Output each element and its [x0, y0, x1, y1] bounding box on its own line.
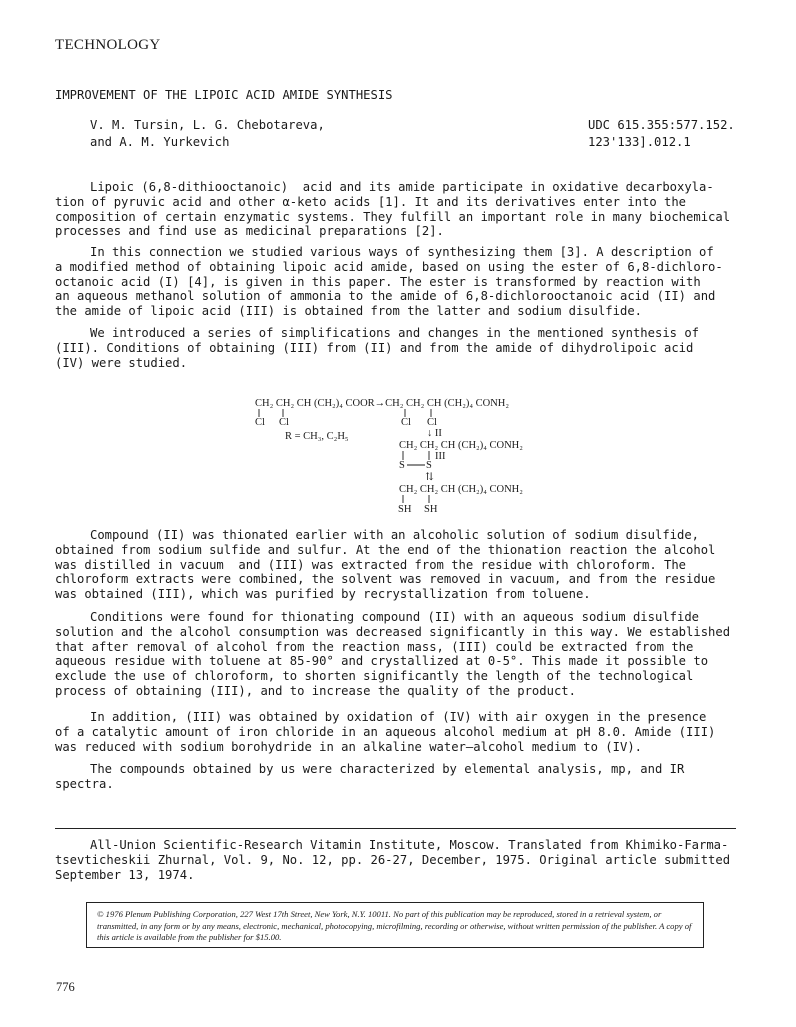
text-line: (III). Conditions of obtaining (III) from (II) and from the amide of dihydrolipoic acid: [55, 340, 694, 355]
text-line: was reduced with sodium borohydride in an alkaline water—alcohol medium to (IV).: [55, 739, 642, 754]
text-line: tion of pyruvic acid and other α-keto acids [1]. It and its derivatives enter into the: [55, 194, 687, 209]
text-line: In addition, (III) was obtained by oxidation of (IV) with air oxygen in the presence: [90, 710, 707, 724]
scheme-row-3: CH₂ CH₂ CH (CH₂)₄ CONH₂: [399, 484, 523, 495]
udc-code: [588, 117, 735, 151]
authors: [90, 117, 325, 151]
text-line: that after removal of alcohol from the reaction mass, (III) could be extracted from the: [55, 639, 694, 654]
chlorine-label: Cl: [401, 417, 411, 428]
paragraph-3: [55, 326, 745, 370]
reaction-scheme: [255, 396, 555, 516]
paragraph-2: [55, 245, 745, 319]
compound-label-iii: III: [435, 451, 446, 462]
affiliation-footnote: [55, 838, 750, 882]
text-line: Compound (II) was thionated earlier with an alcoholic solution of sodium disulfide,: [90, 528, 700, 542]
udc-line-1: UDC 615.355:577.152.: [588, 118, 735, 132]
scheme-row-1: CH₂ CH₂ CH (CH₂)₄ COOR→CH₂ CH₂ CH (CH₂)₄ CONH₂: [255, 398, 510, 409]
footnote-line: September 13, 1974.: [55, 867, 195, 882]
chlorine-label: Cl: [255, 417, 265, 428]
thiol-label: SH: [398, 504, 412, 515]
paper-title: IMPROVEMENT OF THE LIPOIC ACID AMIDE SYNTHESIS: [55, 88, 393, 102]
footnote-divider: [55, 828, 736, 829]
text-line: of a catalytic amount of iron chloride in an aqueous alcohol medium at pH 8.0. Amide (III): [55, 724, 716, 739]
udc-line-2: 123'133].012.1: [588, 135, 691, 149]
page-number: 776: [56, 980, 75, 994]
copyright-notice: © 1976 Plenum Publishing Corporation, 227 West 17th Street, New York, N.Y. 10011. No part of this publication may be reproduced, stored in a retrieval system, or transmitted, in any form or by any means, electronic, mechanical, photocopying, microfilming, recording or otherwise, without written permission of the publisher. A copy of this article is available from the publisher for $15.00.: [86, 902, 704, 948]
text-line: spectra.: [55, 776, 114, 791]
text-line: obtained from sodium sulfide and sulfur. At the end of the thionation reaction the alcohol: [55, 542, 716, 557]
sulfur-label: S: [399, 460, 405, 471]
reaction-arrow-ii: ↓ II: [427, 428, 442, 439]
text-line: composition of certain enzymatic systems. They fulfill an important role in many biochemical: [55, 209, 731, 224]
paragraph-4: [55, 528, 745, 602]
text-line: Conditions were found for thionating compound (II) with an aqueous sodium disulfide: [90, 610, 700, 624]
text-line: an aqueous methanol solution of ammonia to the amide of 6,8-dichlorooctanoic acid (II) and: [55, 289, 716, 304]
text-line: Lipoic (6,8-dithiooctanoic) acid and its amide participate in oxidative decarboxyla-: [90, 180, 714, 194]
text-line: processes and find use as medicinal preparations [2].: [55, 224, 444, 239]
text-line: The compounds obtained by us were characterized by elemental analysis, mp, and IR: [90, 762, 685, 776]
sulfur-label: S: [426, 460, 432, 471]
paragraph-5: [55, 610, 745, 699]
paragraph-1: [55, 180, 745, 239]
r-definition: R = CH₃, C₂H₅: [285, 431, 349, 442]
section-heading: TECHNOLOGY: [55, 37, 161, 53]
text-line: In this connection we studied various ways of synthesizing them [3]. A description of: [90, 245, 714, 259]
equilibrium-arrow: ⇅: [425, 472, 434, 483]
text-line: octanoic acid (I) [4], is given in this paper. The ester is transformed by reaction with: [55, 274, 701, 289]
text-line: aqueous residue with toluene at 85-90° and crystallized at 0-5°. This made it possible to: [55, 654, 709, 669]
text-line: a modified method of obtaining lipoic acid amide, based on using the ester of 6,8-dichloro-: [55, 259, 723, 274]
authors-line-1: V. M. Tursin, L. G. Chebotareva,: [90, 118, 325, 132]
footnote-line: tsevticheskii Zhurnal, Vol. 9, No. 12, pp. 26-27, December, 1975. Original article submitted: [55, 852, 731, 867]
chlorine-label: Cl: [279, 417, 289, 428]
text-line: was obtained (III), which was purified by recrystallization from toluene.: [55, 587, 591, 602]
chlorine-label: Cl: [427, 417, 437, 428]
scheme-row-2: CH₂ CH₂ CH (CH₂)₄ CONH₂: [399, 440, 523, 451]
text-line: chloroform extracts were combined, the solvent was removed in vacuum, and from the residue: [55, 572, 716, 587]
paragraph-7: [55, 762, 745, 792]
authors-line-2: and A. M. Yurkevich: [90, 135, 230, 149]
footnote-line: All-Union Scientific-Research Vitamin Institute, Moscow. Translated from Khimiko-Farma-: [90, 838, 729, 852]
text-line: (IV) were studied.: [55, 355, 188, 370]
thiol-label: SH: [424, 504, 438, 515]
text-line: the amide of lipoic acid (III) is obtained from the latter and sodium disulfide.: [55, 304, 642, 319]
paragraph-6: [55, 710, 745, 754]
text-line: solution and the alcohol consumption was decreased significantly in this way. We established: [55, 624, 731, 639]
text-line: was distilled in vacuum and (III) was extracted from the residue with chloroform. The: [55, 557, 687, 572]
text-line: process of obtaining (III), and to increase the quality of the product.: [55, 683, 576, 698]
text-line: exclude the use of chloroform, to shorten significantly the length of the technological: [55, 669, 694, 684]
text-line: We introduced a series of simplifications and changes in the mentioned synthesis of: [90, 326, 700, 340]
